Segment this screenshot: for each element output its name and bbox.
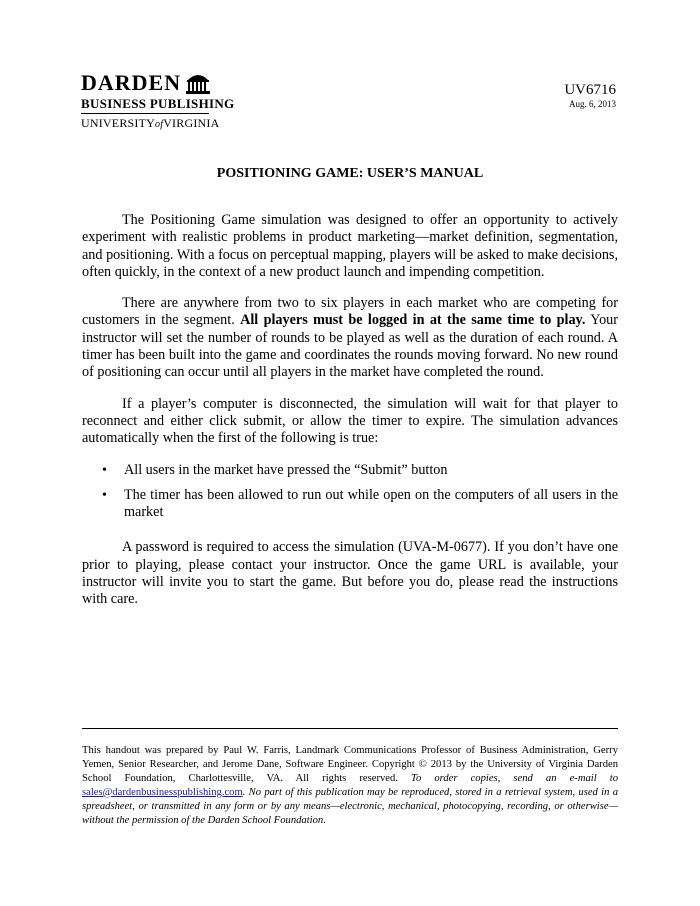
- order-email-link[interactable]: sales@dardenbusinesspublishing.com: [82, 786, 243, 798]
- paragraph-password: A password is required to access the simulation (UVA-M-0677). If you don’t have one prior to playing, please contact your instructor. Once the game URL is available, your instructor will invite you to start the game. But before you do, please read the instructions with care.: [82, 539, 618, 608]
- logo-business-publishing: BUSINESS PUBLISHING: [81, 96, 235, 111]
- footer-note: This handout was prepared by Paul W. Farris, Landmark Communications Professor of Business Administration, Gerry Yemen, Senior Researcher, and Jerome Dane, Software Engineer. Copyright © 2013 by the University of Virginia Darden School Foundation, Charlottesville, VA. All rights reserved. To order copies, send an e-mail to sales@dardenbusinesspublishing.com. No part of this publication may be reproduced, stored in a retrieval system, used in a spreadsheet, or transmitted in any form or by any means—electronic, mechanical, photocopying, recording, or otherwise—without the permission of the Darden School Foundation.: [82, 745, 618, 826]
- paragraph-intro: The Positioning Game simulation was designed to offer an opportunity to actively experiment with realistic problems in product marketing—market definition, segmentation, and positioning. With a focus on perceptual mapping, players will be asked to make decisions, often quickly, in the context of a new product launch and impending competition.: [82, 212, 618, 280]
- document-body: [82, 212, 618, 623]
- condition-list: [82, 462, 618, 522]
- list-item: • All users in the market have pressed the “Submit” button: [102, 461, 448, 478]
- case-date: Aug. 6, 2013: [569, 99, 616, 109]
- footer-divider: [82, 728, 618, 729]
- paragraph-disconnect: If a player’s computer is disconnected, the simulation will wait for that player to reconnect and either click submit, or allow the timer to expire. The simulation advances automatically when the first of the following is true:: [82, 395, 618, 447]
- document-title: POSITIONING GAME: USER’S MANUAL: [216, 166, 484, 181]
- list-item: • The timer has been allowed to run out while open on the computers of all users in the market: [102, 486, 618, 521]
- paragraph-players: There are anywhere from two to six players in each market who are competing for customers in the segment. All players must be logged in at the same time to play. Your instructor will set the number of rounds to be played as well as the duration of each round. A timer has been built into the game and coordinates the rounds moving forward. No new round of positioning can occur until all players in the market have completed the round.: [82, 295, 618, 381]
- case-header: [564, 82, 616, 110]
- bullet-icon: •: [102, 487, 107, 503]
- rotunda-icon: [185, 72, 211, 94]
- darden-logo: [81, 72, 241, 136]
- logo-darden: DARDEN: [81, 70, 182, 95]
- logo-university: UNIVERSITYofVIRGINIA: [81, 116, 220, 130]
- case-code: UV6716: [564, 82, 616, 98]
- bullet-icon: •: [102, 462, 107, 478]
- logo-divider: [81, 113, 209, 114]
